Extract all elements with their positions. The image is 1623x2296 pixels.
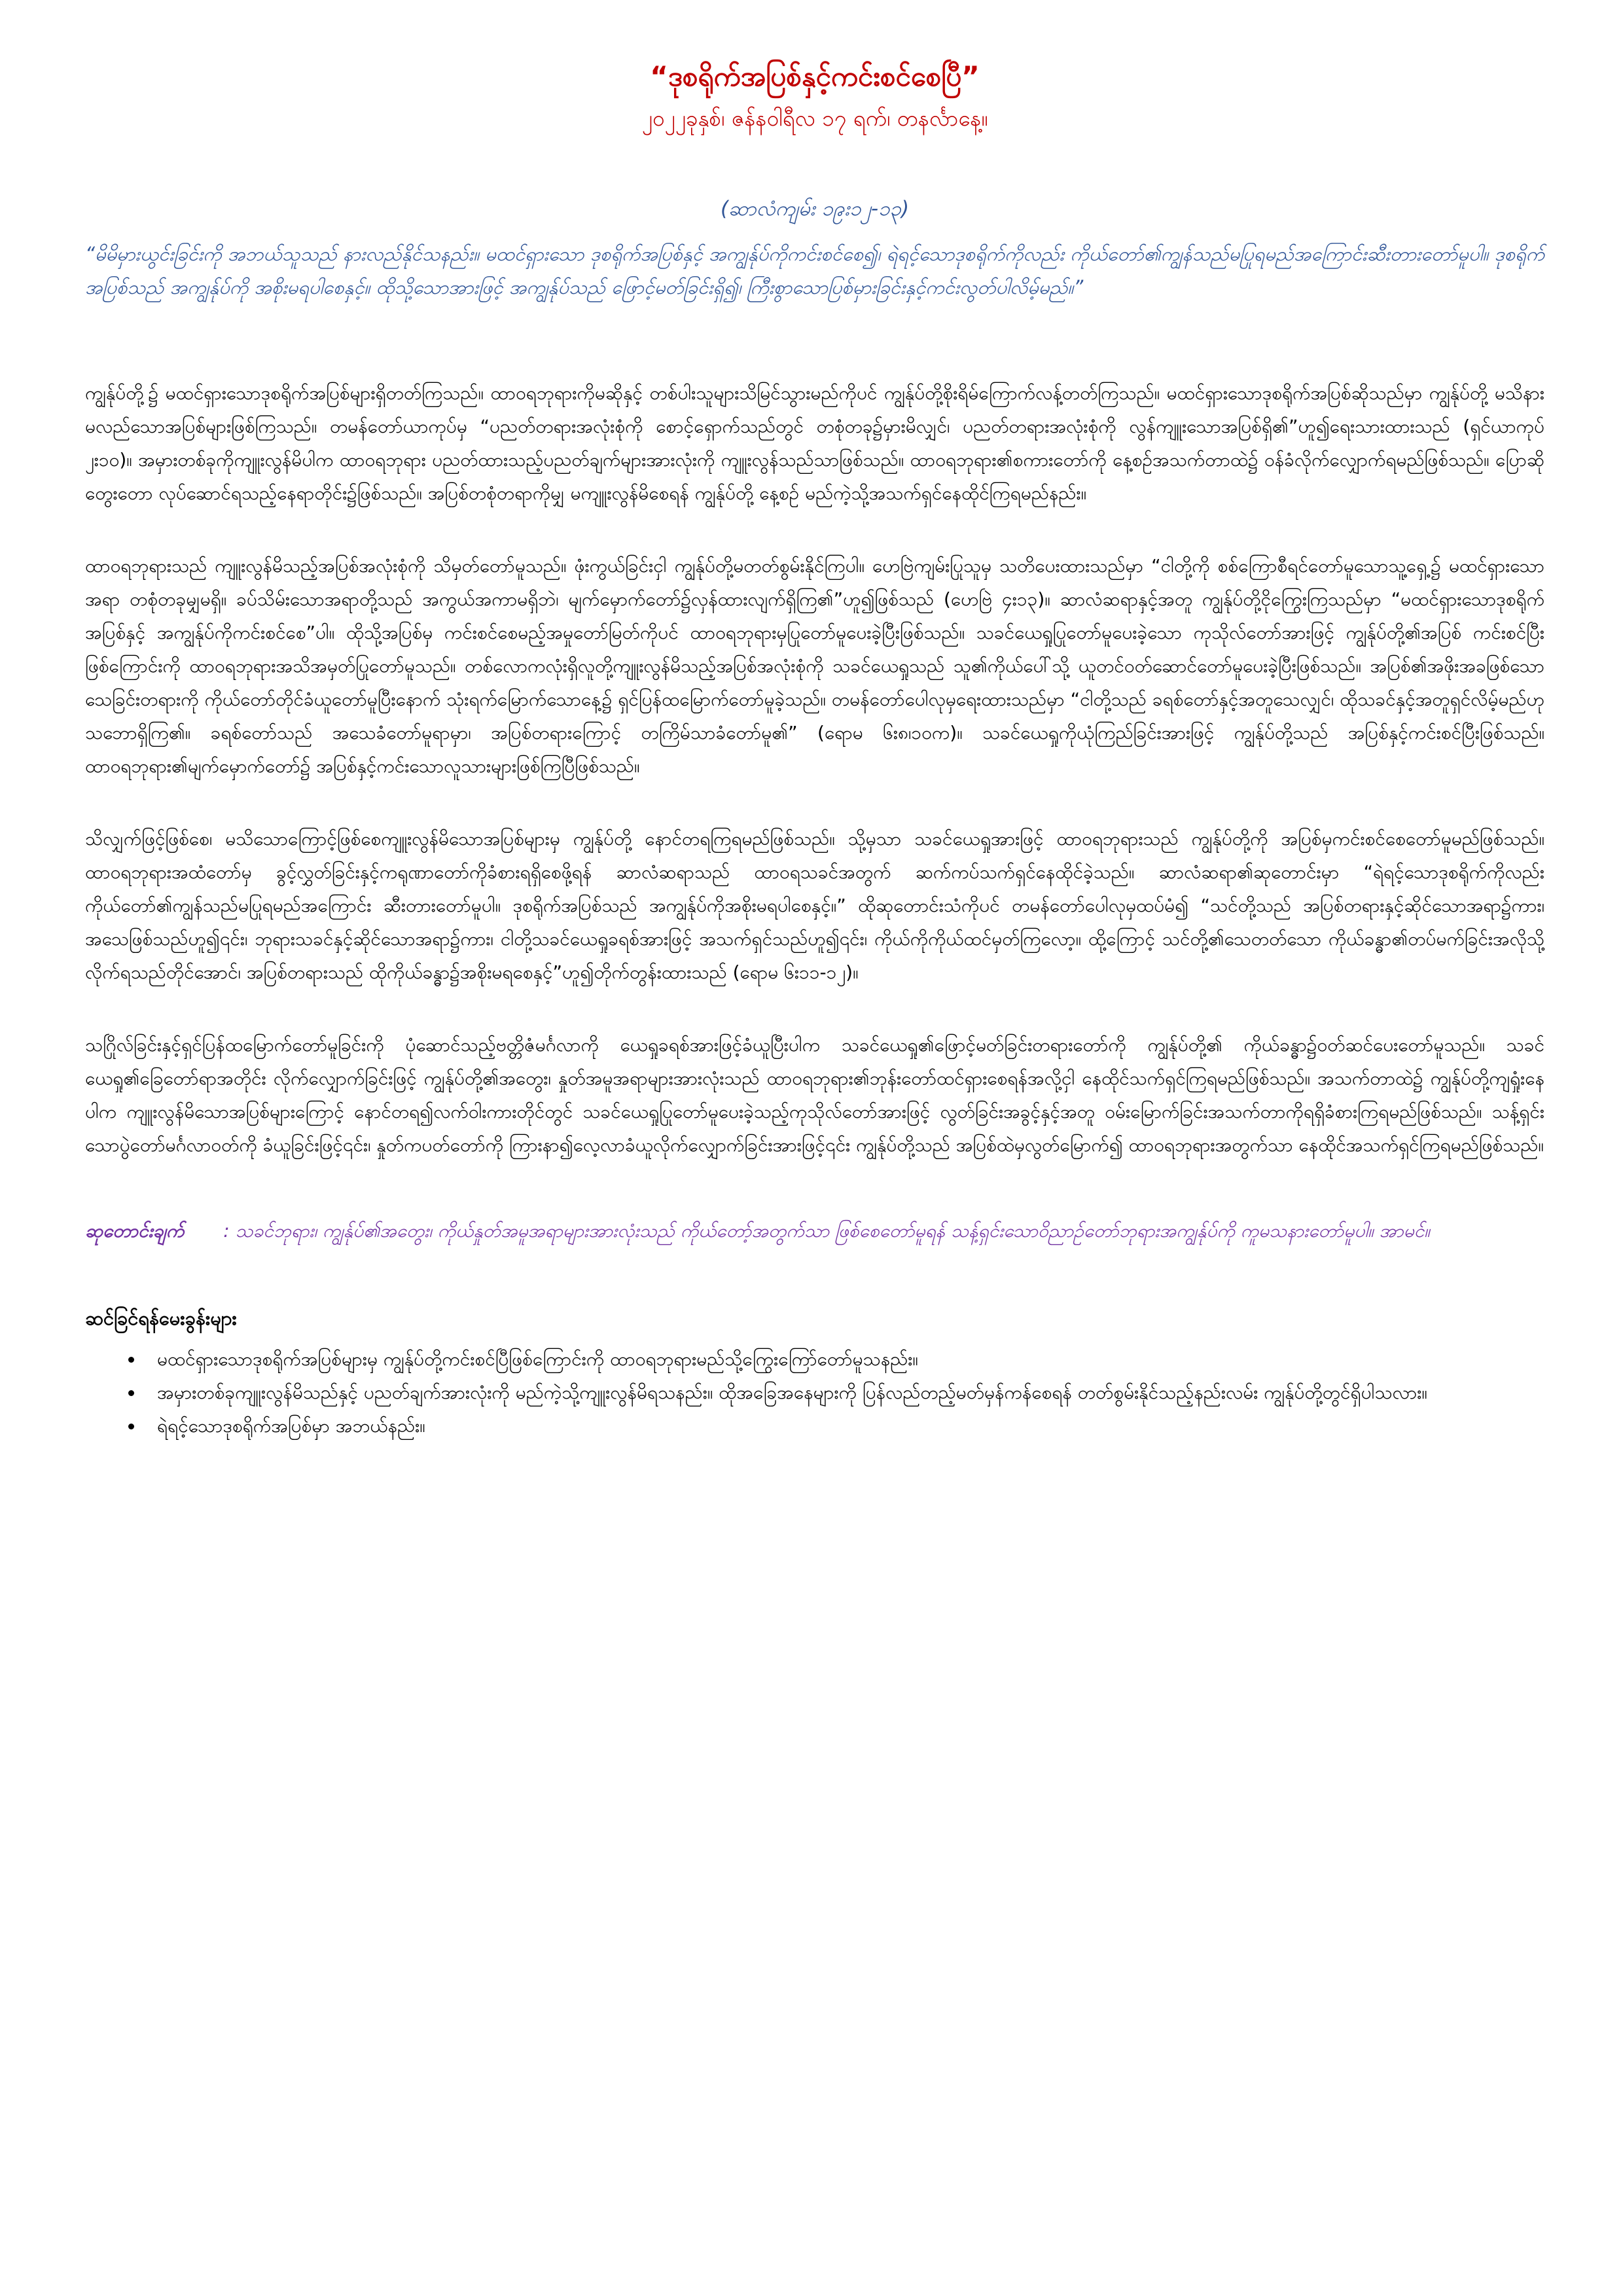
questions-heading: ဆင်ခြင်ရန်မေးခွန်းများ: [85, 1307, 237, 1329]
prayer-label: ဆုတောင်းချက်: [85, 1220, 185, 1242]
body-paragraph: သိလျှက်ဖြင့်ဖြစ်စေ၊ မသိသောကြောင့်ဖြစ်စေကျူးလွန်မိသောအပြစ်များမှ ကျွန်ုပ်တို့ နောင်တရကြရမည်ဖြစ်သည်။ သို့မှသာ သခင်ယေရှုအားဖြင့် ထာဝရဘုရားသည် ကျွန်ုပ်တို့ကို အပြစ်မှကင်းစင်စေတော်မူမည်ဖြစ်သည်။ ထာဝရဘုရားအထံတော်မှ ခွင့်လွှတ်ခြင်းနှင့်ကရုဏာတော်ကိုခံစားရရှိစေဖို့ရန် ဆာလံဆရာသည် ထာဝရသခင်အတွက် ဆက်ကပ်သက်ရှင်နေထိုင်ခဲ့သည်။ ဆာလံဆရာ၏ဆုတောင်းမှာ “ရဲရင့်သောဒုစရိုက်ကိုလည်း ကိုယ်တော်၏ကျွန်သည်မပြုရမည်အကြောင်း ဆီးတားတော်မူပါ။ ဒုစရိုက်အပြစ်သည် အကျွန်ုပ်ကိုအစိုးမရပါစေနှင့်။” ထိုဆုတောင်းသံကိုပင် တမန်တော်ပေါလုမှထပ်မံ၍ “သင်တို့သည် အပြစ်တရားနှင့်ဆိုင်သောအရာ၌ကား၊ အသေဖြစ်သည်ဟူ၍၎င်း၊ ဘုရားသခင်နှင့်ဆိုင်သောအရာ၌ကား၊ ငါတို့သခင်ယေရှုခရစ်အားဖြင့် အသက်ရှင်သည်ဟူ၍၎င်း၊ ကိုယ်ကိုကိုယ်ထင်မှတ်ကြလော့။ ထို့ကြောင့် သင်တို့၏သေတတ်သော ကိုယ်ခန္ဓာ၏တပ်မက်ခြင်းအလိုသို့ လိုက်ရသည်တိုင်အောင်၊ အပြစ်တရားသည် ထိုကိုယ်ခန္ဓာ၌အစိုးမရစေနှင့်”ဟူ၍တိုက်တွန်းထားသည် (ရောမ ၆း၁၁-၁၂)။: [85, 828, 1544, 983]
questions-list: [85, 1342, 1544, 1443]
scripture-text: “မိမိမှားယွင်းခြင်းကို အဘယ်သူသည် နားလည်နိုင်သနည်း။ မထင်ရှားသော ဒုစရိုက်အပြစ်နှင့် အကျွန်ုပ်ကိုကင်းစင်စေ၍၊ ရဲရင့်သောဒုစရိုက်ကိုလည်း ကိုယ်တော်၏ကျွန်သည်မပြုရမည်အကြောင်းဆီးတားတော်မူပါ။ ဒုစရိုက်အပြစ်သည် အကျွန်ုပ်ကို အစိုးမရပါစေနှင့်။ ထိုသို့သောအားဖြင့် အကျွန်ုပ်သည် ဖြောင့်မတ်ခြင်းရှိ၍၊ ကြီးစွာသောပြစ်မှားခြင်းနှင့်ကင်းလွတ်ပါလိမ့်မည်။”: [85, 243, 1544, 298]
page-title: “ဒုစရိုက်အပြစ်နှင့်ကင်းစင်စေပြီ”: [650, 60, 980, 92]
body-paragraph: သဂြိုလ်ခြင်းနှင့်ရှင်ပြန်ထမြောက်တော်မူခြင်းကို ပုံဆောင်သည့်ဗတ္တိဇံမင်္ဂလာကို ယေရှုခရစ်အားဖြင့်ခံယူပြီးပါက သခင်ယေရှု၏ဖြောင့်မတ်ခြင်းတရားတော်ကို ကျွန်ုပ်တို့၏ ကိုယ်ခန္ဓာ၌ဝတ်ဆင်ပေးတော်မူသည်။ သခင်ယေရှု၏ခြေတော်ရာအတိုင်း လိုက်လျှောက်ခြင်းဖြင့် ကျွန်ုပ်တို့၏အတွေး၊ နှုတ်အမူအရာများအားလုံးသည် ထာဝရဘုရား၏ဘုန်းတော်ထင်ရှားစေရန်အလို့ငှါ နေထိုင်သက်ရှင်ကြရမည်ဖြစ်သည်။ အသက်တာထဲ၌ ကျွန်ုပ်တို့ကျရှုံးနေပါက ကျူးလွန်မိသောအပြစ်များကြောင့် နောင်တရ၍လက်ဝါးကားတိုင်တွင် သခင်ယေရှုပြုတော်မူပေးခဲ့သည့်ကုသိုလ်တော်အားဖြင့် လွတ်ခြင်းအခွင့်နှင့်အတူ ဝမ်းမြောက်ခြင်းအသက်တာကိုရရှိခံစားကြရမည်ဖြစ်သည်။ သန့်ရှင်းသောပွဲတော်မင်္ဂလာဝတ်ကို ခံယူခြင်းဖြင့်၎င်း၊ နှုတ်ကပတ်တော်ကို ကြားနာ၍လေ့လာခံယူလိုက်လျှောက်ခြင်းအားဖြင့်၎င်း ကျွန်ုပ်တို့သည် အပြစ်ထဲမှလွတ်မြောက်၍ ထာဝရဘုရားအတွက်သာ နေထိုင်အသက်ရှင်ကြရမည်ဖြစ်သည်။: [85, 1034, 1544, 1156]
list-item: • အမှားတစ်ခုကျူးလွန်မိသည်နှင့် ပညတ်ချက်အားလုံးကို မည်ကဲ့သို့ကျူးလွန်မိရသနည်း။ ထိုအခြေအနေများကို ပြန်လည်တည့်မတ်မှန်ကန်စေရန် တတ်စွမ်းနိုင်သည့်နည်းလမ်း ကျွန်ုပ်တို့တွင်ရှိပါသလား။: [144, 1376, 1544, 1409]
list-item: • ရဲရင့်သောဒုစရိုက်အပြစ်မှာ အဘယ်နည်း။: [144, 1409, 1544, 1443]
scripture-reference: (ဆာလံကျမ်း ၁၉း၁၂-၁၃): [720, 197, 910, 221]
page-date: ၂၀၂၂ခုနှစ်၊ ဇန်နဝါရီလ ၁၇ ရက်၊ တနင်္လာနေ့။: [641, 105, 988, 131]
body-paragraph: ကျွန်ုပ်တို့၌ မထင်ရှားသောဒုစရိုက်အပြစ်များရှိတတ်ကြသည်။ ထာဝရဘုရားကိုမဆိုနှင့် တစ်ပါးသူများသိမြင်သွားမည်ကိုပင် ကျွန်ုပ်တို့စိုးရိမ်ကြောက်လန့်တတ်ကြသည်။ မထင်ရှားသောဒုစရိုက်အပြစ်ဆိုသည်မှာ ကျွန်ုပ်တို့ မသိနားမလည်သောအပြစ်များဖြစ်ကြသည်။ တမန်တော်ယာကုပ်မှ “ပညတ်တရားအလုံးစုံကို စောင့်ရှောက်သည်တွင် တစုံတခု၌မှားမိလျှင်၊ ပညတ်တရားအလုံးစုံကို လွန်ကျူးသောအပြစ်ရှိ၏”ဟူ၍ရေးသားထားသည် (ရှင်ယာကုပ် ၂း၁၀)။ အမှားတစ်ခုကိုကျူးလွန်မိပါက ထာဝရဘုရား ပညတ်ထားသည့်ပညတ်ချက်များအားလုံးကို ကျူးလွန်သည်သာဖြစ်သည်။ ထာဝရဘုရား၏စကားတော်ကို နေ့စဉ်အသက်တာထဲ၌ ဝန်ခံလိုက်လျှောက်ရမည်ဖြစ်သည်။ ပြောဆိုတွေးတော လုပ်ဆောင်ရသည့်နေရာတိုင်း၌ဖြစ်သည်။ အပြစ်တစုံတရာကိုမျှ မကျူးလွန်မိစေရန် ကျွန်ုပ်တို့ နေ့စဉ် မည်ကဲ့သို့အသက်ရှင်နေထိုင်ကြရမည်နည်း။: [85, 382, 1544, 504]
prayer-block: [85, 1214, 1544, 1247]
list-item: • မထင်ရှားသောဒုစရိုက်အပြစ်များမှ ကျွန်ုပ်တို့ကင်းစင်ပြီဖြစ်ကြောင်းကို ထာဝရဘုရားမည်သို့ကြွေးကြော်တော်မူသနည်း။: [144, 1342, 1544, 1376]
body-paragraph: ထာဝရဘုရားသည် ကျူးလွန်မိသည့်အပြစ်အလုံးစုံကို သိမှတ်တော်မူသည်။ ဖုံးကွယ်ခြင်းငှါ ကျွန်ုပ်တို့မတတ်စွမ်းနိုင်ကြပါ။ ဟေဗြဲကျမ်းပြုသူမှ သတိပေးထားသည်မှာ “ငါတို့ကို စစ်ကြောစီရင်တော်မူသောသူ့ရှေ့၌ မထင်ရှားသောအရာ တစုံတခုမျှမရှိ။ ခပ်သိမ်းသောအရာတို့သည် အကွယ်အကာမရှိဘဲ၊ မျက်မှောက်တော်၌လှန်ထားလျက်ရှိကြ၏”ဟူ၍ဖြစ်သည် (ဟေဗြဲ ၄း၁၃)။ ဆာလံဆရာနှင့်အတူ ကျွန်ုပ်တို့ငိုကြွေးကြသည်မှာ “မထင်ရှားသောဒုစရိုက်အပြစ်နှင့် အကျွန်ုပ်ကိုကင်းစင်စေ”ပါ။ ထိုသို့အပြစ်မှ ကင်းစင်စေမည့်အမှုတော်မြတ်ကိုပင် ထာဝရဘုရားမှပြုတော်မူပေးခဲ့ပြီးဖြစ်သည်။ သခင်ယေရှုပြုတော်မူပေးခဲ့သော ကုသိုလ်တော်အားဖြင့် ကျွန်ုပ်တို့၏အပြစ် ကင်းစင်ပြီးဖြစ်ကြောင်းကို ထာဝရဘုရားအသိအမှတ်ပြုတော်မူသည်။ တစ်လောကလုံးရှိလူတို့ကျူးလွန်မိသည့်အပြစ်အလုံးစုံကို သခင်ယေရှုသည် သူ၏ကိုယ်ပေါ်သို့ ယူတင်ဝတ်ဆောင်တော်မူပေးခဲ့ပြီးဖြစ်သည်။ အပြစ်၏အဖိုးအခဖြစ်သောသေခြင်းတရားကို ကိုယ်တော်တိုင်ခံယူတော်မူပြီးနောက် သုံးရက်မြောက်သောနေ့၌ ရှင်ပြန်ထမြောက်တော်မူခဲ့သည်။ တမန်တော်ပေါလုမှရေးထားသည်မှာ “ငါတို့သည် ခရစ်တော်နှင့်အတူသေလျှင်၊ ထိုသခင်နှင့်အတူရှင်လိမ့်မည်ဟုသဘောရှိကြ၏။ ခရစ်တော်သည် အသေခံတော်မူရာမှာ၊ အပြစ်တရားကြောင့် တကြိမ်သာခံတော်မူ၏” (ရောမ ၆း၈၊၁၀က)။ သခင်ယေရှုကိုယုံကြည်ခြင်းအားဖြင့် ကျွန်ုပ်တို့သည် အပြစ်နှင့်ကင်းစင်ပြီးဖြစ်သည်။ ထာဝရဘုရား၏မျက်မှောက်တော်၌ အပြစ်နှင့်ကင်းသောလူသားများဖြစ်ကြပြီဖြစ်သည်။: [85, 555, 1544, 777]
prayer-text: : သခင်ဘုရား၊ ကျွန်ုပ်၏အတွေး၊ ကိုယ်နှုတ်အမူအရာများအားလုံးသည် ကိုယ်တော့်အတွက်သာ ဖြစ်စေတော်မူရန် သန့်ရှင်းသောဝိညာဉ်တော်ဘုရားအကျွန်ုပ်ကို ကူမသနားတော်မူပါ။ အာမင်။: [223, 1220, 1430, 1242]
